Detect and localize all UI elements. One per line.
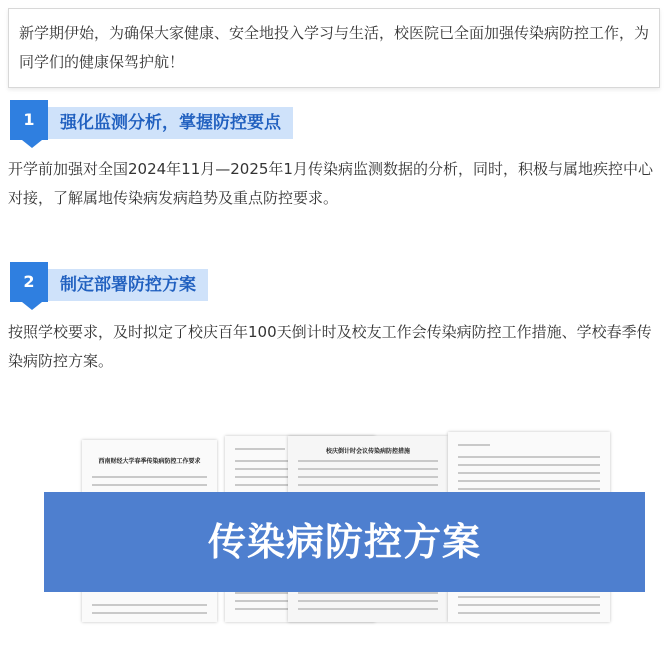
text-line (92, 612, 207, 614)
text-line (298, 484, 438, 486)
section-2-number: 2 (10, 262, 48, 302)
text-line (298, 460, 438, 462)
text-line (235, 448, 285, 450)
section-2-body: 按照学校要求，及时拟定了校庆百年100天倒计时及校友工作会传染病防控工作措施、学校春季传染病防控方案。 (8, 323, 652, 370)
text-line (458, 612, 600, 614)
text-line (298, 476, 438, 478)
document-page-3-title: 校庆倒计时会议传染病防控措施 (325, 448, 410, 455)
section-1-number: 1 (10, 100, 48, 140)
text-line (458, 596, 600, 598)
section-1-title: 强化监测分析，掌握防控要点 (48, 107, 293, 139)
text-line (298, 592, 438, 594)
section-2-title: 制定部署防控方案 (48, 269, 208, 301)
section-1-header (10, 100, 320, 148)
text-line (298, 608, 438, 610)
text-line (458, 456, 600, 458)
text-line (458, 488, 600, 490)
text-line (92, 484, 207, 486)
text-line (458, 480, 600, 482)
image-banner: 传染病防控方案 (44, 492, 645, 592)
text-line (458, 464, 600, 466)
text-line (92, 604, 207, 606)
text-line (298, 600, 438, 602)
document-page-1-title: 西南财经大学春季传染病防控工作要求 (98, 458, 201, 465)
text-line (458, 472, 600, 474)
text-line (458, 604, 600, 606)
text-line (298, 468, 438, 470)
section-1-body: 开学前加强对全国2024年11月—2025年1月传染病监测数据的分析，同时，积极与属地疾控中心对接，了解属地传染病发病趋势及重点防控要求。 (8, 160, 653, 207)
text-line (92, 476, 207, 478)
intro-text: 新学期伊始，为确保大家健康、安全地投入学习与生活，校医院已全面加强传染病防控工作，为同学们的健康保驾护航！ (19, 24, 650, 71)
section-2-header (10, 262, 320, 310)
text-line (458, 444, 490, 446)
intro-box (8, 8, 660, 88)
